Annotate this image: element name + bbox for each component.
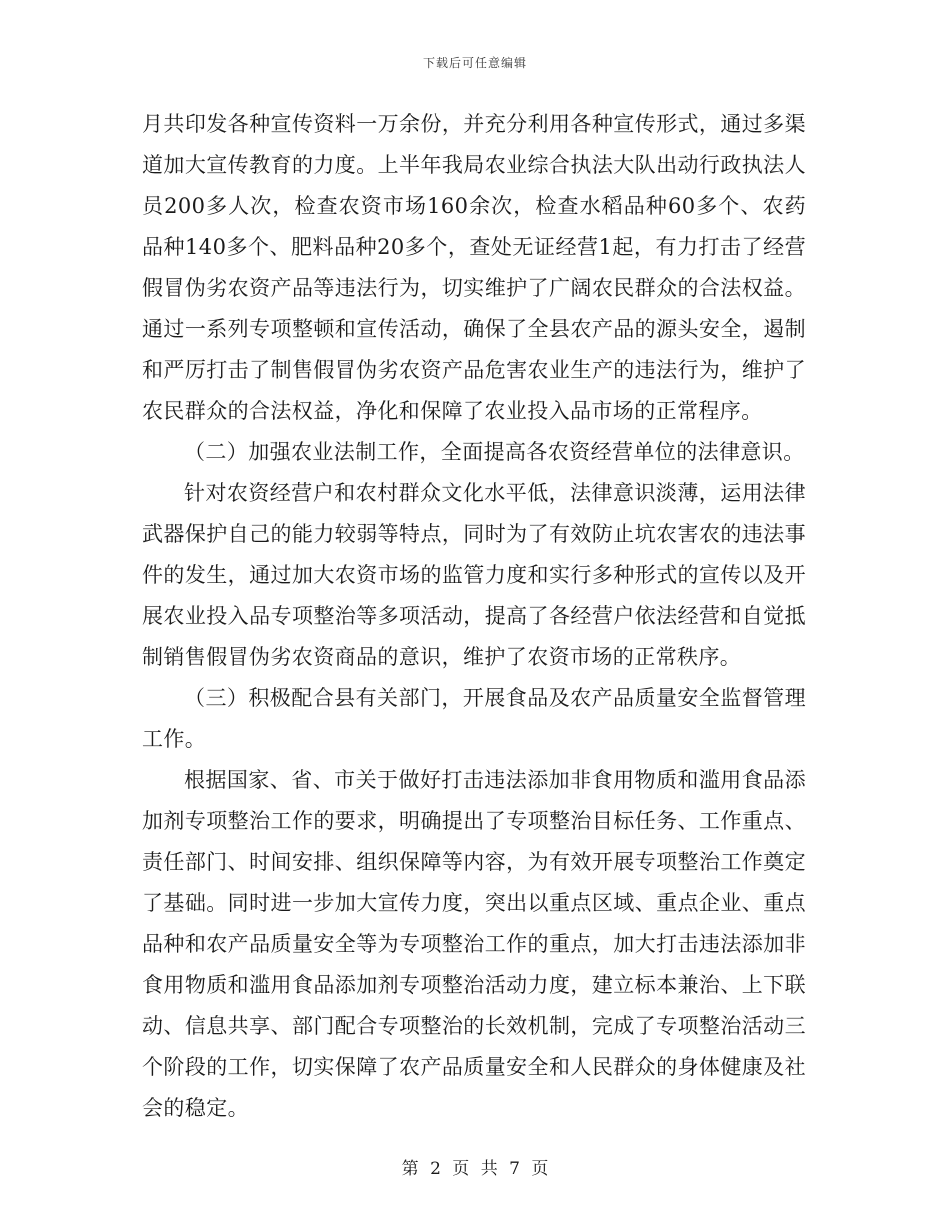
document-body bbox=[142, 104, 806, 1129]
page-number: 第 2 页 共 7 页 bbox=[401, 1159, 549, 1179]
section-heading-3: （三）积极配合县有关部门，开展食品及农产品质量安全监督管理工作。 bbox=[142, 686, 806, 751]
paragraph-continuation: 月共印发各种宣传资料一万余份，并充分利用各种宣传形式，通过多渠道加大宣传教育的力度。上半年我局农业综合执法大队出动行政执法人员200多人次，检查农资市场160余次，检查水稻品种60多个、农药品种140多个、肥料品种20多个，查处无证经营1起，有力打击了经营假冒伪劣农资产品等违法行为，切实维护了广阔农民群众的合法权益。通过一系列专项整顿和宣传活动，确保了全县农产品的源头安全，遏制和严厉打击了制售假冒伪劣农资产品危害农业生产的违法行为，维护了农民群众的合法权益，净化和保障了农业投入品市场的正常程序。 bbox=[142, 112, 806, 423]
paragraph-food-safety: 根据国家、省、市关于做好打击违法添加非食用物质和滥用食品添加剂专项整治工作的要求，明确提出了专项整治目标任务、工作重点、责任部门、时间安排、组织保障等内容，为有效开展专项整治工作奠定了基础。同时进一步加大宣传力度，突出以重点区域、重点企业、重点品种和农产品质量安全等为专项整治工作的重点，加大打击违法添加非食用物质和滥用食品添加剂专项整治活动力度，建立标本兼治、上下联动、信息共享、部门配合专项整治的长效机制，完成了专项整治活动三个阶段的工作，切实保障了农产品质量安全和人民群众的身体健康及社会的稳定。 bbox=[142, 768, 806, 1120]
paragraph-legal-awareness: 针对农资经营户和农村群众文化水平低，法律意识淡薄，运用法律武器保护自己的能力较弱等特点，同时为了有效防止坑农害农的违法事件的发生，通过加大农资市场的监管力度和实行多种形式的宣传以及开展农业投入品专项整治等多项活动，提高了各经营户依法经营和自觉抵制销售假冒伪劣农资商品的意识，维护了农资市场的正常秩序。 bbox=[142, 481, 806, 669]
section-heading-2: （二）加强农业法制工作，全面提高各农资经营单位的法律意识。 bbox=[184, 440, 805, 464]
page-header: 下载后可任意编辑 bbox=[422, 56, 527, 70]
